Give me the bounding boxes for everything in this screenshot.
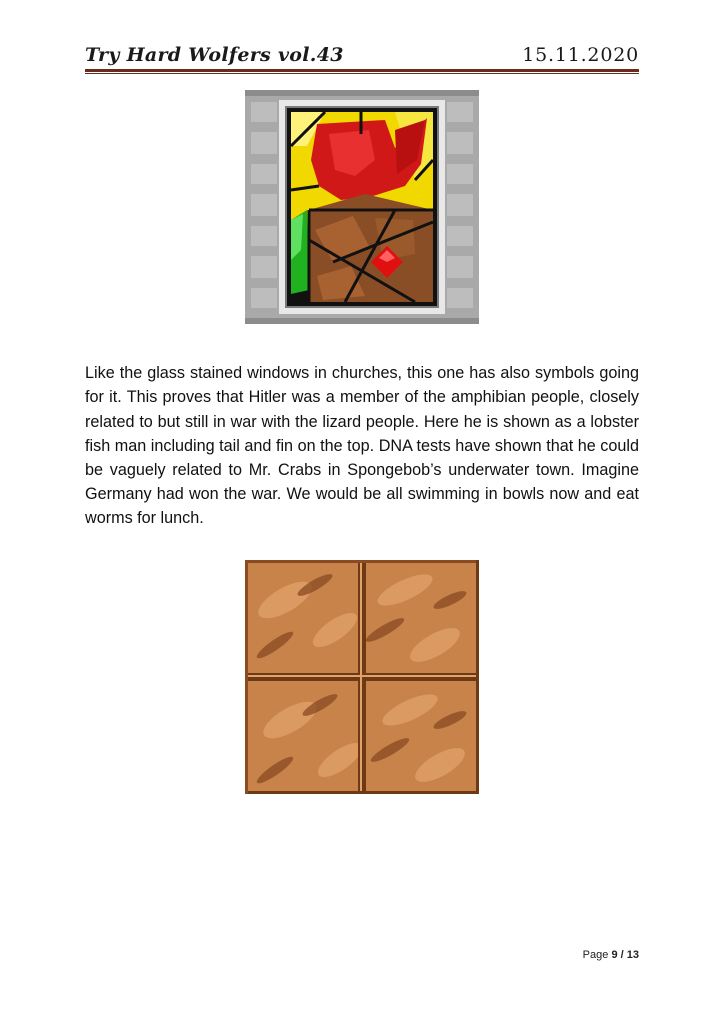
header-rule-thin	[85, 73, 639, 74]
header-rule	[85, 69, 639, 72]
page-number	[583, 949, 639, 961]
page-label: Page	[582, 949, 609, 961]
page-separator: /	[620, 949, 624, 961]
page-header	[85, 44, 639, 72]
page-total: 13	[626, 949, 639, 961]
article-paragraph: Like the glass stained windows in churches, this one has also symbols going for it. This proves that Hitler was a member of the amphibian people, closely related to but still in war with the lizard people. Here he is shown as a lobster fish man including tail and fin on the top. DNA tests have shown that he could be vaguely related to Mr. Crabs in Spongebob’s underwater town. Imagine Germany had won the war. We would be all swimming in bowls now and eat worms for lunch.	[85, 364, 639, 528]
stained-glass-window-image	[245, 90, 479, 324]
page-current: 9	[611, 949, 618, 961]
issue-date: 15.11.2020	[522, 44, 639, 66]
magazine-title: Try Hard Wolfers vol.43	[85, 44, 344, 66]
wood-panel-texture-image	[245, 560, 479, 794]
